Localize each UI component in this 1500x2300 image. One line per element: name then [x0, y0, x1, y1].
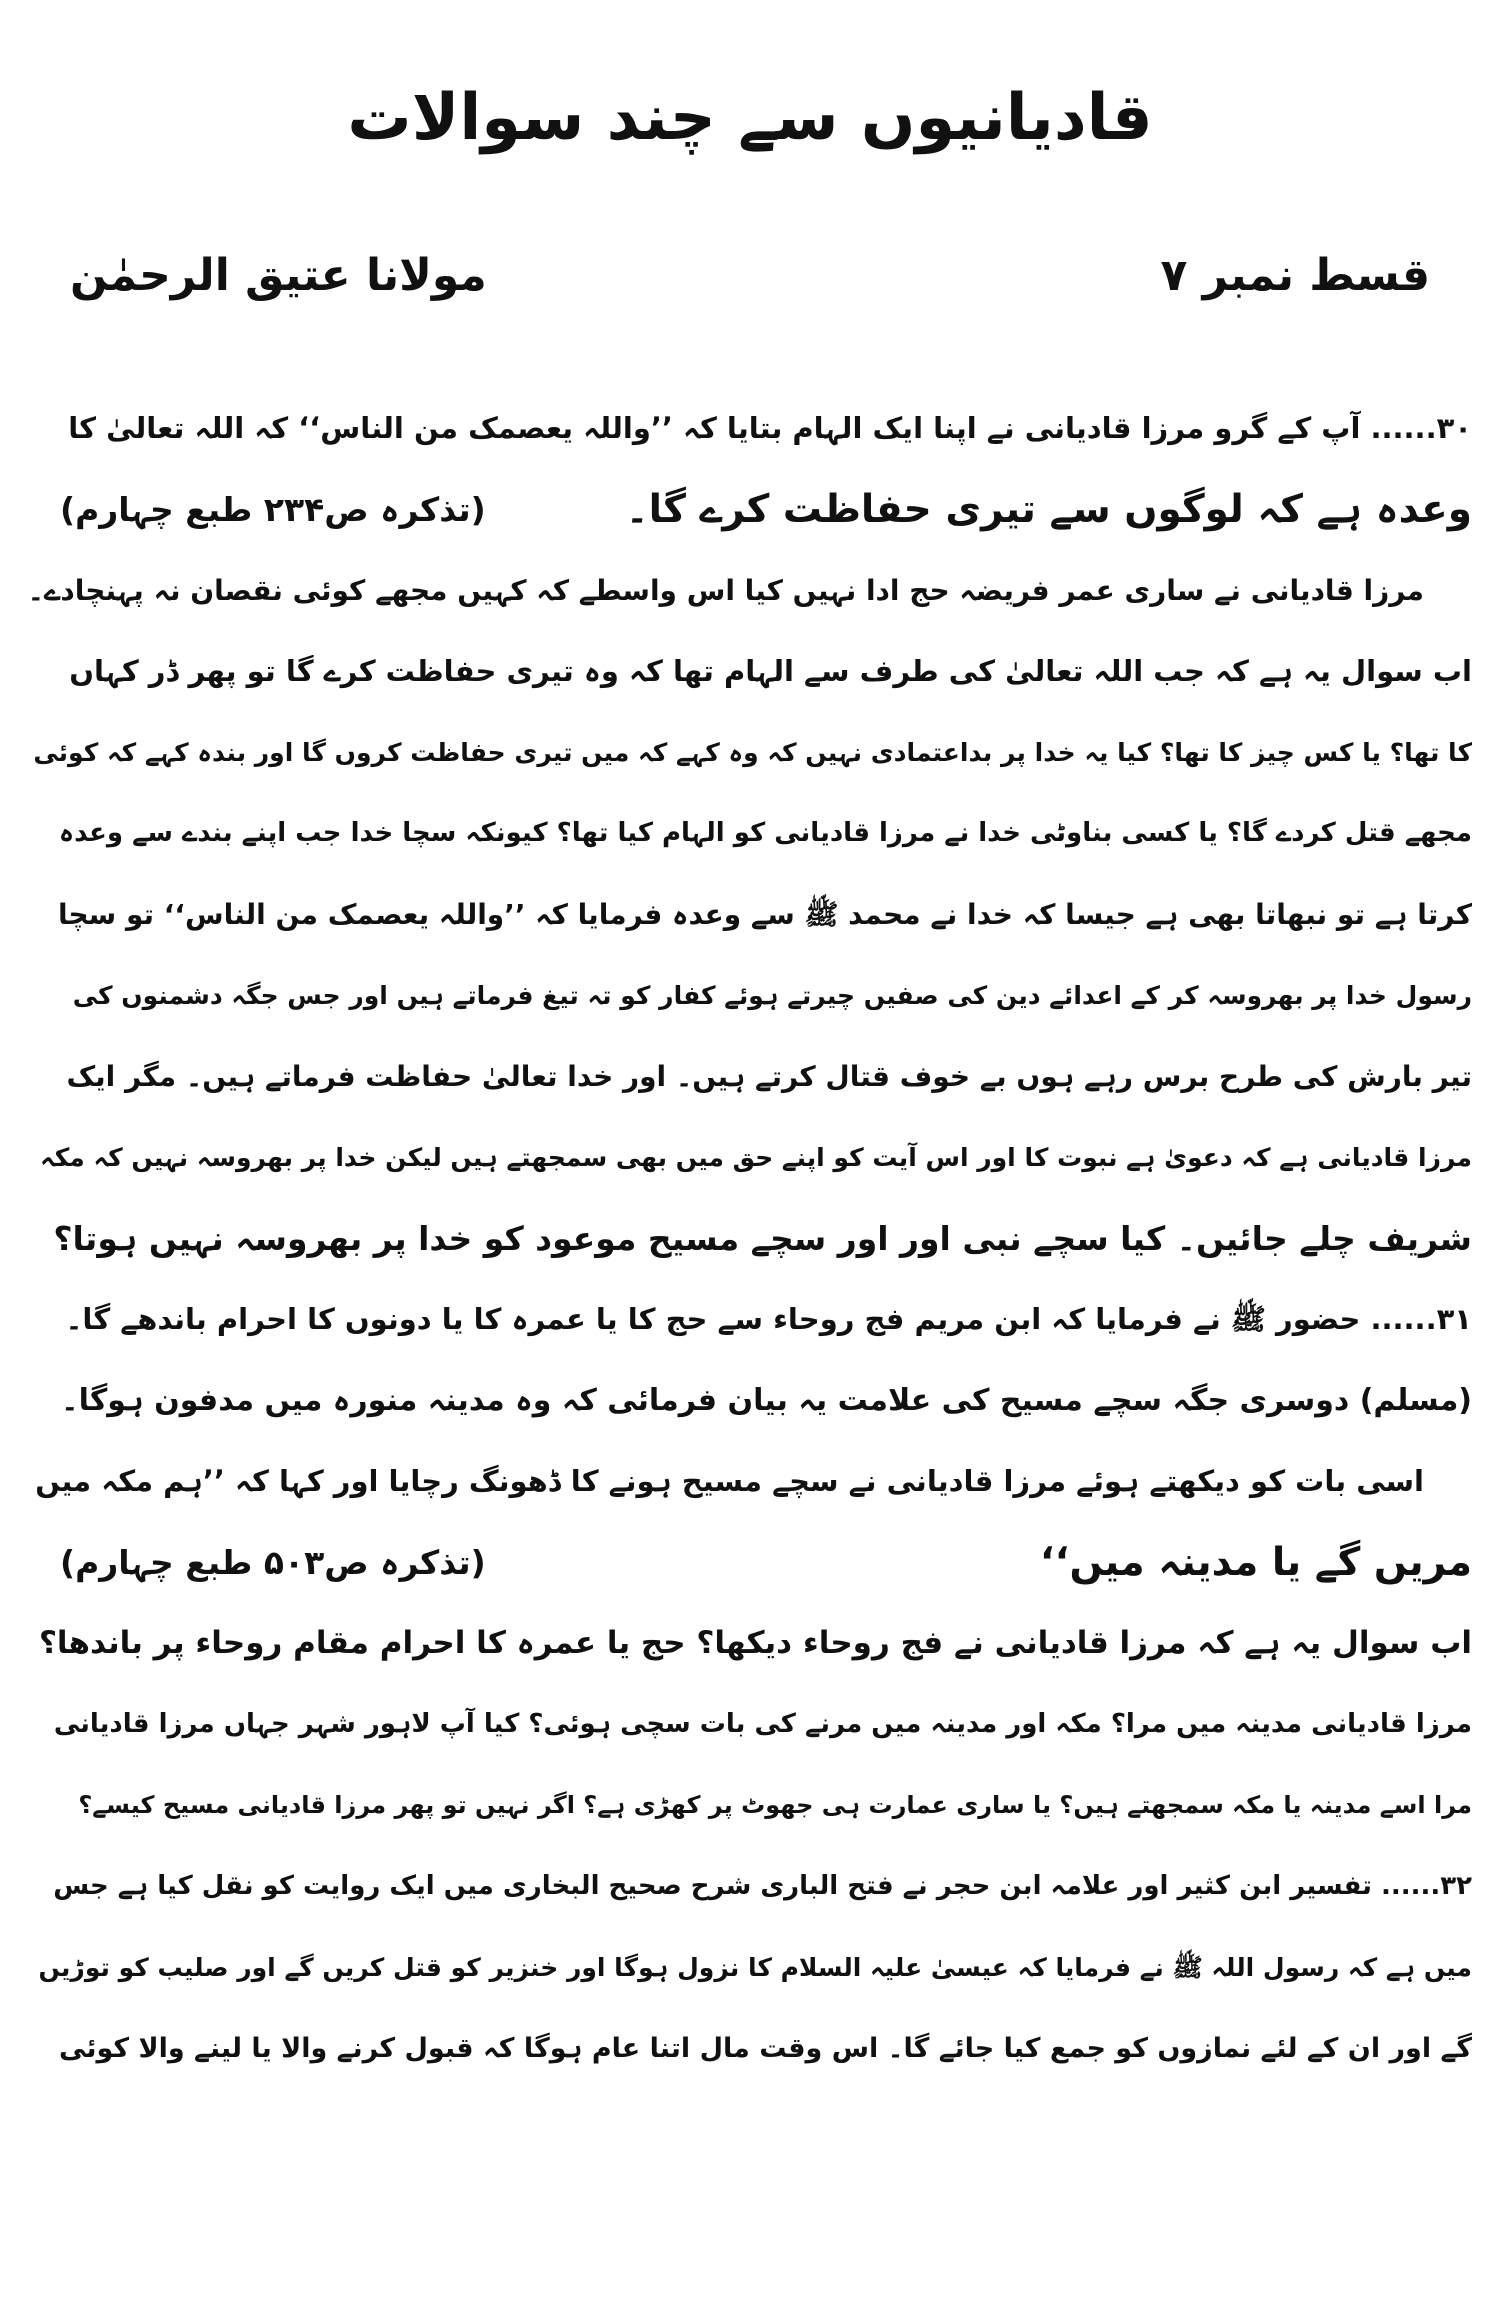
text-line [28, 388, 1472, 469]
text-line [28, 1765, 1472, 1846]
line-text: مجھے قتل کردے گا؟ یا کسی بناوٹی خدا نے مرزا قادیانی کو الہام کیا تھا؟ کیونکہ سچا خدا جب اپنے بندے سے وعدہ [58, 818, 1472, 848]
line-text: مرا اسے مدینہ یا مکہ سمجھتے ہیں؟ یا ساری عمارت ہی جھوٹ پر کھڑی ہے؟ اگر نہیں تو پھر مرزا قادیانی مسیح کیسے؟ [78, 1791, 1472, 1819]
line-text: مرزا قادیانی ہے کہ دعویٰ ہے نبوت کا اور اس آیت کو اپنے حق میں بھی سمجھتے ہیں لیکن خدا پر بھروسہ نہیں کہ مکہ [40, 1143, 1472, 1172]
line-text: اب سوال یہ ہے کہ مرزا قادیانی نے فج روحاء دیکھا؟ حج یا عمرہ کا احرام مقام روحاء پر باندھا؟ [38, 1625, 1472, 1661]
text-line [28, 1198, 1472, 1279]
line-text: تیر بارش کی طرح برس رہے ہوں بے خوف قتال کرتے ہیں۔ اور خدا تعالیٰ حفاظت فرماتے ہیں۔ مگر ایک [66, 1060, 1472, 1093]
article-body [28, 388, 1472, 2089]
text-line [28, 955, 1472, 1036]
text-line [28, 469, 1472, 550]
text-line [28, 793, 1472, 874]
byline [70, 250, 1430, 320]
line-text: کرتا ہے تو نبھاتا بھی ہے جیسا کہ خدا نے محمد ﷺ سے وعدہ فرمایا کہ ’’واللہ یعصمک من الناس‘‘ تو سچا [57, 898, 1472, 931]
line-text: ۳۱...... حضور ﷺ نے فرمایا کہ ابن مریم فج روحاء سے حج کا یا عمرہ کا یا دونوں کا احرام باندھے گا۔ [65, 1302, 1472, 1336]
line-text: ۳۲...... تفسیر ابن کثیر اور علامہ ابن حجر نے فتح الباری شرح صحیح البخاری میں ایک روایت کو نقل کیا ہے جس [53, 1871, 1472, 1901]
text-line [28, 1522, 1472, 1603]
page-title: قادیانیوں سے چند سوالات [347, 81, 1153, 155]
text-line [28, 1927, 1472, 2008]
text-line [28, 1117, 1472, 1198]
line-text: کا تھا؟ یا کس چیز کا تھا؟ کیا یہ خدا پر بداعتمادی نہیں کہ وہ کہے کہ میں تیری حفاظت کروں گا اور بندہ کہے کہ کوئی [33, 738, 1472, 767]
line-text: ۳۰...... آپ کے گرو مرزا قادیانی نے اپنا ایک الہام بتایا کہ ’’واللہ یعصمک من الناس‘‘ کہ اللہ تعالیٰ کا [68, 411, 1472, 445]
text-line [28, 2008, 1472, 2089]
line-text: گے اور ان کے لئے نمازوں کو جمع کیا جائے گا۔ اس وقت مال اتنا عام ہوگا کہ قبول کرنے والا یا لینے والا کوئی [59, 2033, 1472, 2064]
text-line [28, 550, 1472, 631]
line-text: مرزا قادیانی مدینہ میں مرا؟ مکہ اور مدینہ میں مرنے کی بات سچی ہوئی؟ کیا آپ لاہور شہر جہاں مرزا قادیانی [53, 1709, 1472, 1739]
author-name: مولانا عتیق الرحمٰن [70, 250, 487, 301]
text-line [28, 1360, 1472, 1441]
series-number: قسط نمبر ۷ [1160, 250, 1430, 301]
text-line [28, 874, 1472, 955]
reference-citation: (تذکرہ ص۲۳۴ طبع چہارم) [60, 490, 486, 529]
text-line [28, 1279, 1472, 1360]
text-line [28, 1441, 1472, 1522]
line-text: رسول خدا پر بھروسہ کر کے اعدائے دین کی صفیں چیرتے ہوئے کفار کو تہ تیغ فرماتے ہیں اور جس جگہ دشمنوں کی [72, 981, 1472, 1010]
text-line [28, 1846, 1472, 1927]
text-line [28, 631, 1472, 712]
text-line [28, 712, 1472, 793]
line-text: (مسلم) دوسری جگہ سچے مسیح کی علامت یہ بیان فرمائی کہ وہ مدینہ منورہ میں مدفون ہوگا۔ [61, 1383, 1472, 1418]
reference-citation: (تذکرہ ص۵۰۳ طبع چہارم) [60, 1543, 486, 1582]
line-text: مریں گے یا مدینہ میں‘‘ [1039, 1540, 1472, 1585]
text-line [28, 1036, 1472, 1117]
text-line [28, 1684, 1472, 1765]
line-text: شریف چلے جائیں۔ کیا سچے نبی اور اور سچے مسیح موعود کو خدا پر بھروسہ نہیں ہوتا؟ [53, 1219, 1472, 1258]
line-text: اسی بات کو دیکھتے ہوئے مرزا قادیانی نے سچے مسیح ہونے کا ڈھونگ رچایا اور کہا کہ ’’ہم مکہ میں [35, 1464, 1424, 1498]
line-text: مرزا قادیانی نے ساری عمر فریضہ حج ادا نہیں کیا اس واسطے کہ کہیں مجھے کوئی نقصان نہ پہنچادے۔ [28, 574, 1424, 607]
text-line [28, 1603, 1472, 1684]
line-text: میں ہے کہ رسول اللہ ﷺ نے فرمایا کہ عیسیٰ علیہ السلام کا نزول ہوگا اور خنزیر کو قتل کریں گے اور صلیب کو توڑیں [38, 1953, 1472, 1982]
line-text: اب سوال یہ ہے کہ جب اللہ تعالیٰ کی طرف سے الہام تھا کہ وہ تیری حفاظت کرے گا تو پھر ڈر کہاں [69, 654, 1472, 688]
line-text: وعدہ ہے کہ لوگوں سے تیری حفاظت کرے گا۔ [625, 487, 1472, 532]
